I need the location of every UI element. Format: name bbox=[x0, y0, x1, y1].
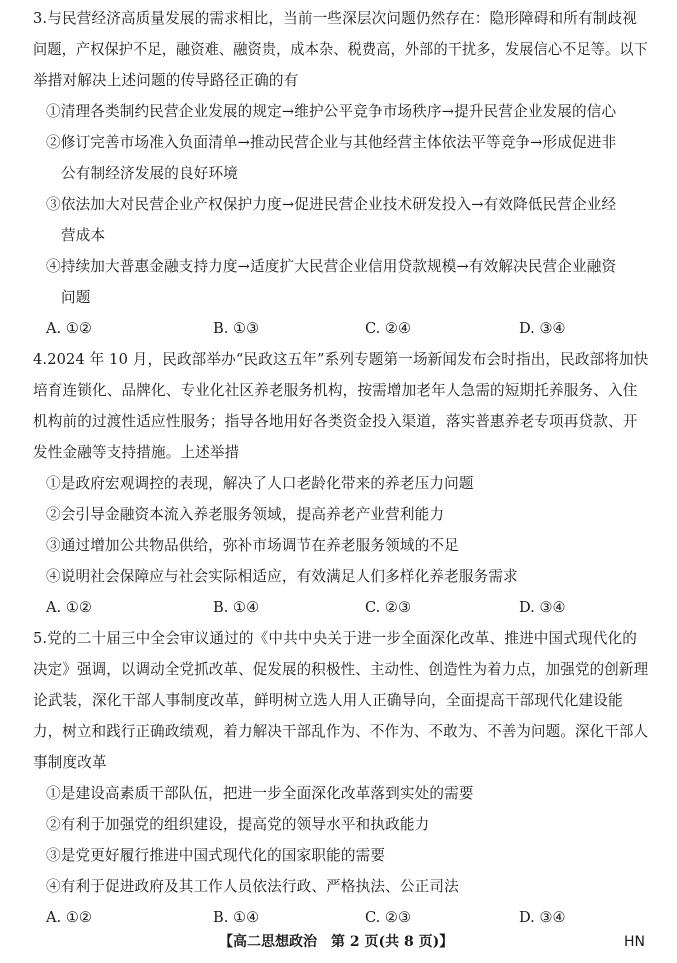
question-3-option-4-cont: 问题 bbox=[61, 289, 91, 306]
question-3-option-3-cont: 营成本 bbox=[61, 227, 106, 244]
question-4-stem-line-2: 培育连锁化、品牌化、专业化社区养老服务机构，按需增加老年人急需的短期托养服务、入住 bbox=[33, 382, 638, 399]
choice-b[interactable]: B. ①④ bbox=[213, 599, 260, 616]
question-3-option-2-cont: 公有制经济发展的良好环境 bbox=[61, 165, 238, 182]
choice-c[interactable]: C. ②③ bbox=[365, 599, 412, 616]
choice-a[interactable]: A. ①② bbox=[46, 599, 92, 616]
question-4-stem-line-4: 发性金融等支持措施。上述举措 bbox=[33, 444, 240, 461]
choice-c[interactable]: C. ②③ bbox=[365, 909, 412, 926]
question-5-stem-line-1: 5.党的二十届三中全会审议通过的《中共中央关于进一步全面深化改革、推进中国式现代化的 bbox=[33, 630, 637, 647]
question-3-choices bbox=[46, 319, 646, 339]
choice-a[interactable]: A. ①② bbox=[46, 320, 92, 337]
question-4-choices bbox=[46, 598, 646, 618]
footer-region-code: HN bbox=[624, 934, 645, 950]
question-3-stem-line-2: 问题，产权保护不足，融资难、融资贵，成本杂、税费高，外部的干扰多，发展信心不足等。以下 bbox=[33, 41, 648, 58]
question-5-option-2: ②有利于加强党的组织建设，提高党的领导水平和执政能力 bbox=[46, 816, 430, 833]
question-3-option-2: ②修订完善市场准入负面清单→推动民营企业与其他经营主体依法平等竞争→形成促进非 bbox=[46, 134, 617, 151]
choice-b[interactable]: B. ①④ bbox=[213, 909, 260, 926]
question-5-option-1: ①是建设高素质干部队伍，把进一步全面深化改革落到实处的需要 bbox=[46, 785, 474, 802]
question-4-option-2: ②会引导金融资本流入养老服务领域，提高养老产业营利能力 bbox=[46, 506, 445, 523]
question-5-choices bbox=[46, 908, 646, 928]
question-4-option-4: ④说明社会保障应与社会实际相适应，有效满足人们多样化养老服务需求 bbox=[46, 568, 518, 585]
choice-d[interactable]: D. ③④ bbox=[519, 909, 566, 926]
question-5-stem-line-2: 决定》强调，以调动全党抓改革、促发展的积极性、主动性、创造性为着力点，加强党的创新理 bbox=[33, 661, 649, 678]
question-4-option-3: ③通过增加公共物品供给，弥补市场调节在养老服务领域的不足 bbox=[46, 537, 459, 554]
question-5-option-4: ④有利于促进政府及其工作人员依法行政、严格执法、公正司法 bbox=[46, 878, 459, 895]
choice-d[interactable]: D. ③④ bbox=[519, 599, 566, 616]
question-3-option-3: ③依法加大对民营企业产权保护力度→促进民营企业技术研发投入→有效降低民营企业经 bbox=[46, 196, 617, 213]
question-3-stem-line-3: 举措对解决上述问题的传导路径正确的有 bbox=[33, 72, 299, 89]
question-5-stem-line-3: 论武装，深化干部人事制度改革，鲜明树立选人用人正确导向，全面提高干部现代化建设能 bbox=[33, 692, 623, 709]
question-4-stem-line-3: 机构前的过渡性适应性服务；指导各地用好各类资金投入渠道，落实普惠养老专项再贷款、开 bbox=[33, 413, 638, 430]
footer-page-title: 【高二思想政治 第 2 页(共 8 页)】 bbox=[219, 934, 454, 950]
question-4-option-1: ①是政府宏观调控的表现，解决了人口老龄化带来的养老压力问题 bbox=[46, 475, 474, 492]
question-5-stem-line-4: 力，树立和践行正确政绩观，着力解决干部乱作为、不作为、不敢为、不善为问题。深化干部人 bbox=[33, 723, 649, 740]
page-footer bbox=[0, 932, 677, 952]
question-3-option-4: ④持续加大普惠金融支持力度→适度扩大民营企业信用贷款规模→有效解决民营企业融资 bbox=[46, 258, 617, 275]
question-5-option-3: ③是党更好履行推进中国式现代化的国家职能的需要 bbox=[46, 847, 386, 864]
choice-b[interactable]: B. ①③ bbox=[213, 320, 260, 337]
choice-a[interactable]: A. ①② bbox=[46, 909, 92, 926]
question-4-stem-line-1: 4.2024 年 10 月，民政部举办“民政这五年”系列专题第一场新闻发布会时指出，民政部将加快 bbox=[33, 351, 649, 368]
question-5-stem-line-5: 事制度改革 bbox=[33, 754, 107, 771]
choice-d[interactable]: D. ③④ bbox=[519, 320, 566, 337]
choice-c[interactable]: C. ②④ bbox=[365, 320, 412, 337]
question-3-stem-line-1: 3.与民营经济高质量发展的需求相比，当前一些深层次问题仍然存在：隐形障碍和所有制歧视 bbox=[33, 10, 637, 27]
question-3-option-1: ①清理各类制约民营企业发展的规定→维护公平竞争市场秩序→提升民营企业发展的信心 bbox=[46, 103, 617, 120]
